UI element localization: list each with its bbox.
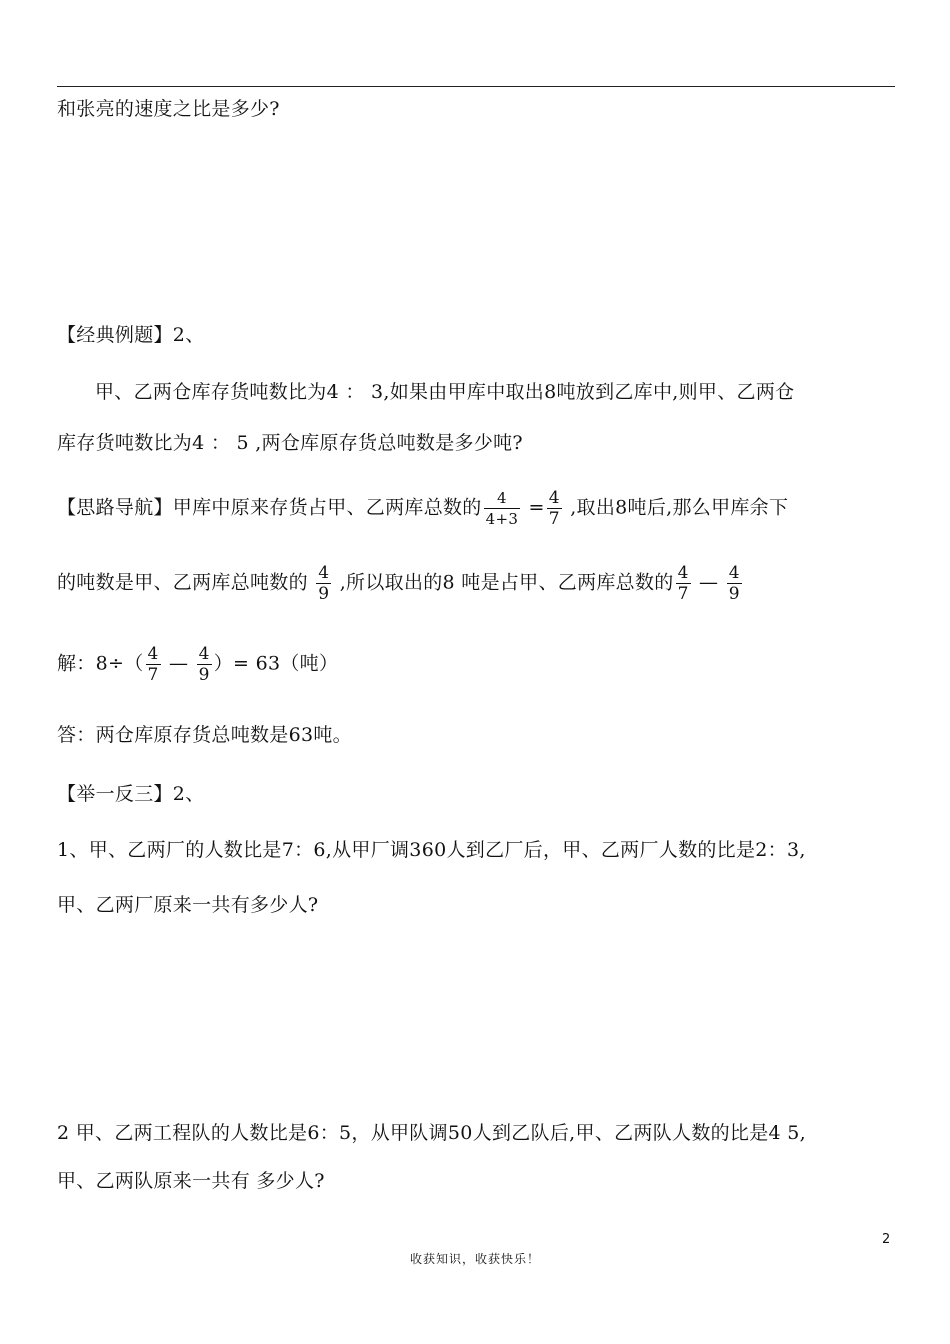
hint-line-2 — [57, 563, 744, 604]
fraction-4-over-7-b: $\frac{4}{7}$ — [677, 563, 689, 604]
hint-line-1 — [57, 488, 788, 529]
question-continuation: 和张亮的速度之比是多少? — [57, 98, 280, 120]
practice-2-line-1: 2 甲、乙两工程队的人数比是6：5，从甲队调50人到乙队后,甲、乙两队人数的比是4 5, — [57, 1122, 806, 1144]
hint-text-3: 的吨数是甲、乙两库总吨数的 — [57, 571, 315, 594]
practice-1-line-1: 1、甲、乙两厂的人数比是7：6,从甲厂调360人到乙厂后，甲、乙两厂人数的比是2：3, — [57, 839, 806, 861]
hint-text-4: ,所以取出的8 吨是占甲、乙两库总数的 — [333, 571, 674, 594]
minus-sign: — — [692, 571, 725, 594]
equals-sign: = — [522, 496, 545, 519]
example-problem-line-1: 甲、乙两仓库存货吨数比为4 ： 3,如果由甲库中取出8吨放到乙库中,则甲、乙两仓 — [95, 381, 795, 403]
answer-line: 答：两仓库原存货总吨数是63吨。 — [57, 724, 352, 746]
solution-text-1: 解：8÷（ — [57, 652, 144, 675]
minus-sign-2: — — [162, 652, 195, 675]
fraction-4-over-4plus3: $\frac{4}{4+3}$ — [485, 489, 519, 528]
example-heading: 【经典例题】2、 — [57, 324, 205, 346]
hint-text-2: ,取出8吨后,那么甲库余下 — [563, 496, 789, 519]
header-rule — [57, 86, 895, 87]
fraction-4-over-7-c: $\frac{4}{7}$ — [147, 644, 159, 685]
practice-heading: 【举一反三】2、 — [57, 783, 205, 805]
page-number: 2 — [882, 1232, 891, 1247]
practice-1-line-2: 甲、乙两厂原来一共有多少人? — [57, 894, 319, 916]
solution-line — [57, 644, 338, 685]
page-footer: 收获知识，收获快乐！ — [409, 1252, 540, 1266]
fraction-4-over-9-b: $\frac{4}{9}$ — [728, 563, 740, 604]
fraction-4-over-9-c: $\frac{4}{9}$ — [198, 644, 210, 685]
hint-text-1: 【思路导航】甲库中原来存货占甲、乙两库总数的 — [57, 496, 482, 519]
fraction-4-over-9: $\frac{4}{9}$ — [318, 563, 330, 604]
fraction-4-over-7: $\frac{4}{7}$ — [548, 488, 560, 529]
example-problem-line-2: 库存货吨数比为4 ： 5 ,两仓库原存货总吨数是多少吨? — [57, 432, 523, 454]
solution-text-2: ）= 63（吨） — [213, 652, 339, 675]
practice-2-line-2: 甲、乙两队原来一共有 多少人? — [57, 1170, 325, 1192]
